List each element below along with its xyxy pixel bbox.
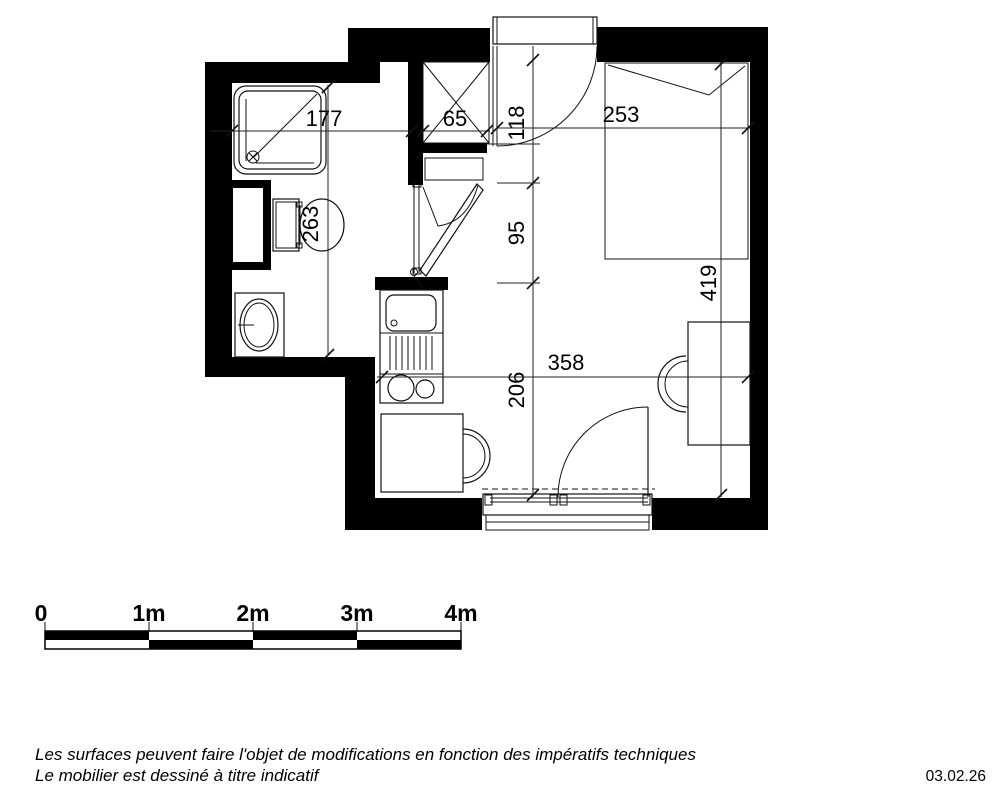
dimension-room-length bbox=[696, 58, 727, 501]
wall-closet-partition bbox=[408, 62, 423, 185]
walls bbox=[205, 27, 768, 530]
shelf bbox=[425, 158, 483, 180]
drainer-lines bbox=[390, 336, 432, 370]
wall-right bbox=[750, 27, 768, 530]
wall-bottom-left bbox=[345, 498, 482, 530]
scale-label-4m: 4m bbox=[444, 600, 478, 626]
wall-top-center bbox=[348, 28, 490, 62]
pillow bbox=[608, 65, 745, 95]
dim-label-177: 177 bbox=[305, 106, 343, 131]
dim-label-118: 118 bbox=[504, 105, 529, 141]
footer-date: 03.02.26 bbox=[925, 768, 986, 785]
scale-label-2m: 2m bbox=[236, 600, 270, 626]
dim-label-206: 206 bbox=[504, 371, 529, 409]
wall-bathroom-bottom bbox=[205, 357, 375, 377]
dim-label-65: 65 bbox=[442, 106, 468, 131]
footer bbox=[35, 745, 986, 785]
dim-label-95: 95 bbox=[504, 220, 529, 246]
dimension-bed-zone-width bbox=[491, 102, 754, 134]
washbasin bbox=[235, 293, 284, 357]
scale-label-1m: 1m bbox=[132, 600, 166, 626]
window bbox=[482, 489, 655, 530]
dim-label-358: 358 bbox=[547, 350, 585, 375]
scale-label-3m: 3m bbox=[340, 600, 374, 626]
wall-step bbox=[345, 377, 375, 498]
dimension-shower-width bbox=[210, 106, 418, 137]
scale-label-0: 0 bbox=[34, 600, 48, 626]
footer-note-2: Le mobilier est dessiné à titre indicatif bbox=[35, 766, 319, 785]
hob-burner-small bbox=[416, 380, 434, 398]
scale-bar bbox=[35, 600, 478, 649]
dimension-entry-depth bbox=[487, 46, 540, 501]
dimension-closet-width bbox=[417, 106, 493, 137]
desk-chair bbox=[658, 356, 686, 412]
hob-burner-large bbox=[388, 375, 414, 401]
dining-table bbox=[381, 414, 490, 492]
duct-shaft-inner bbox=[233, 188, 263, 262]
dimension-room-width bbox=[376, 350, 754, 383]
bathroom-door bbox=[413, 181, 483, 276]
desk bbox=[658, 322, 750, 445]
balcony-door bbox=[558, 407, 648, 497]
bed bbox=[602, 63, 748, 259]
dining-chair bbox=[463, 429, 490, 483]
dim-label-419: 419 bbox=[696, 264, 721, 302]
dim-label-263: 263 bbox=[298, 205, 323, 243]
dim-label-253: 253 bbox=[602, 102, 640, 127]
wall-kitchen-top bbox=[375, 277, 448, 290]
wall-top-right bbox=[597, 27, 768, 62]
footer-note-1: Les surfaces peuvent faire l'objet de modifications en fonction des impératifs techniques bbox=[35, 745, 696, 764]
wall-closet-bottom bbox=[423, 143, 487, 153]
